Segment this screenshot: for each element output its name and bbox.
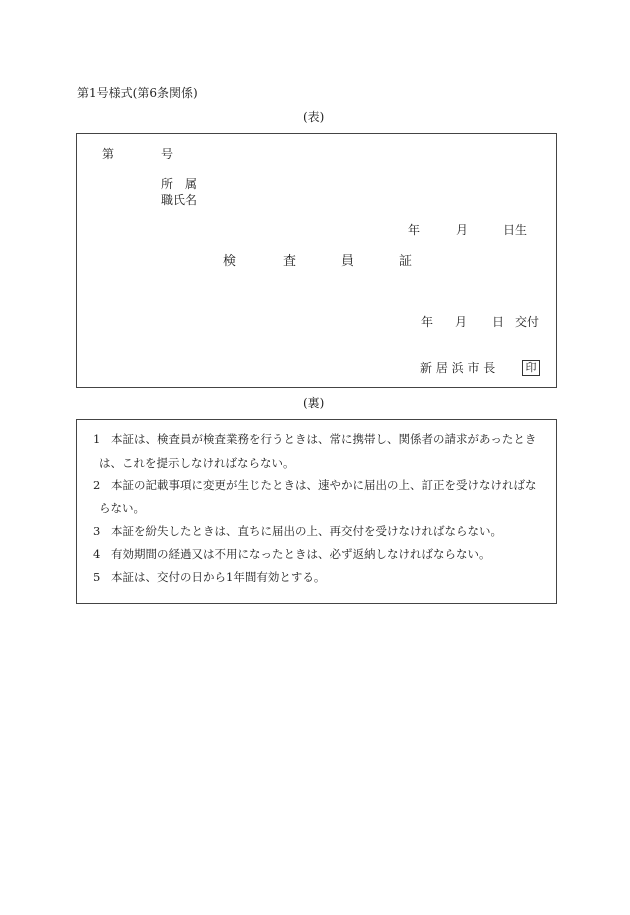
issue-label: 交付	[515, 315, 540, 329]
note-line: 有効期間の経過又は不用になったときは、必ず返納しなければならない。	[111, 547, 491, 561]
note-number: 1	[93, 432, 101, 446]
note-number: 3	[93, 524, 101, 538]
back-heading: (裏)	[303, 396, 325, 410]
note-line: らない。	[99, 501, 145, 515]
card-title-char: 検	[223, 254, 237, 269]
note-line: は、これを提示しなければならない。	[99, 456, 295, 470]
note-number: 2	[93, 478, 101, 492]
front-heading: (表)	[303, 110, 325, 124]
card-title-char: 員	[341, 254, 355, 269]
note-number: 4	[93, 547, 101, 561]
card-front	[76, 133, 557, 388]
form-number: 第1号様式(第6条関係)	[77, 86, 198, 100]
seal-stamp: 印	[522, 360, 540, 376]
birth-day-label: 日生	[503, 223, 528, 237]
note-line: 本証を紛失したときは、直ちに届出の上、再交付を受けなければならない。	[111, 524, 502, 538]
issue-year-label: 年	[421, 315, 434, 329]
note-line: 本証は、検査員が検査業務を行うときは、常に携帯し、関係者の請求があったとき	[111, 432, 537, 446]
mayor-title: 新 居 浜 市 長	[420, 361, 496, 375]
note-line: 本証は、交付の日から1年間有効とする。	[111, 570, 326, 584]
issue-month-label: 月	[455, 315, 468, 329]
birth-year-label: 年	[408, 223, 421, 237]
card-title-char: 証	[399, 254, 413, 269]
note-number: 5	[93, 570, 101, 584]
position-name-label: 職氏名	[161, 193, 198, 207]
number-prefix: 第	[102, 147, 115, 161]
birth-month-label: 月	[456, 223, 469, 237]
card-title-char: 査	[283, 254, 297, 269]
affiliation-label: 所 属	[161, 177, 198, 191]
number-suffix: 号	[161, 147, 174, 161]
note-line: 本証の記載事項に変更が生じたときは、速やかに届出の上、訂正を受けなければな	[111, 478, 537, 492]
issue-day-label: 日	[492, 315, 505, 329]
